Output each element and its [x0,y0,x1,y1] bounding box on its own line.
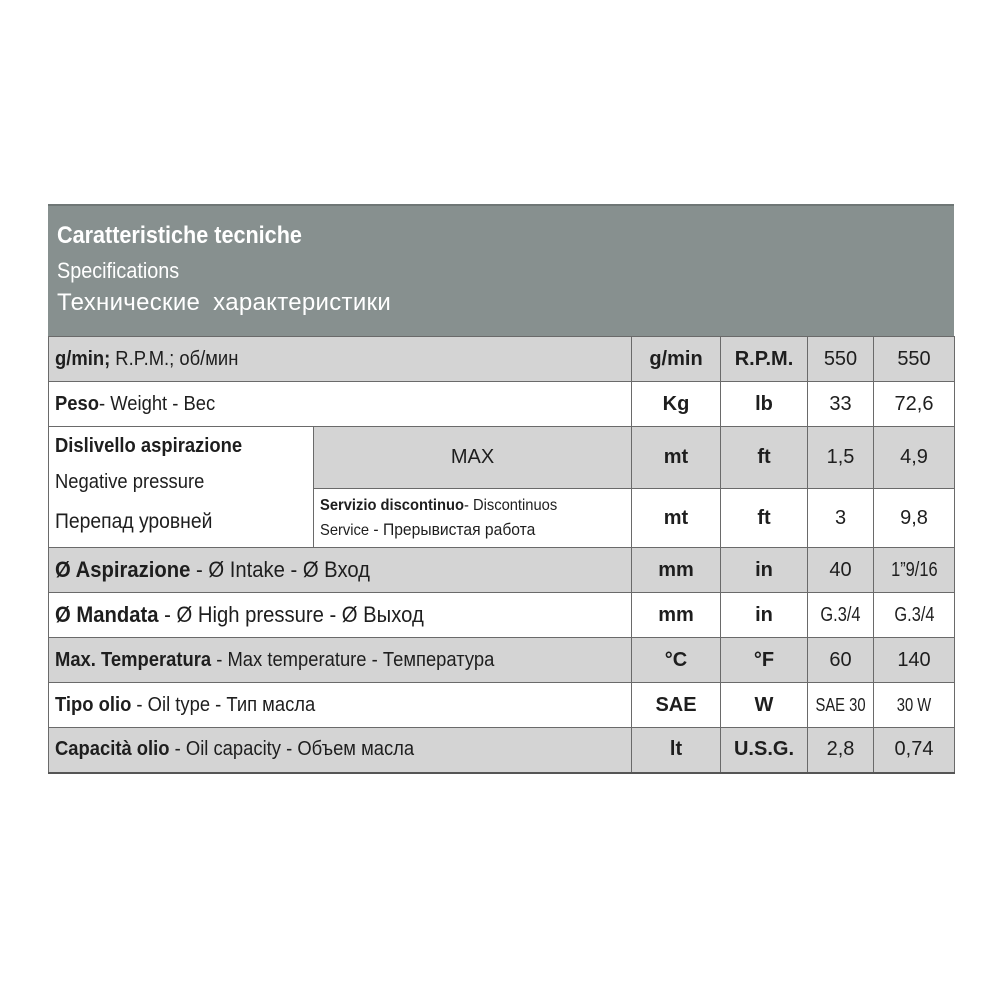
suction-max-value-metric: 1,5 [808,427,874,489]
table-row-oil-capacity [49,728,955,773]
oil-capacity-unit-imperial: U.S.G. [721,728,808,773]
rpm-unit-metric: g/min [632,337,721,382]
weight-value-metric: 33 [808,382,874,427]
table-row-temperature [49,638,955,683]
discontinuous-label-en-2: Service [320,521,370,539]
outlet-label [49,593,632,638]
outlet-label-bold: Ø Mandata [55,602,159,627]
suction-label-italian: Dislivello aspirazione [55,435,243,457]
suction-label [49,427,314,548]
intake-value-metric: 40 [808,548,874,593]
table-row-suction-max [49,427,955,489]
intake-unit-imperial: in [721,548,808,593]
discontinuous-label-bold: Servizio discontinuo [320,496,464,514]
outlet-label-ru: Выход [363,602,424,627]
table-row-outlet [49,593,955,638]
intake-unit-metric: mm [632,548,721,593]
oil-type-value-imperial [874,683,955,728]
suction-max-value-imperial: 4,9 [874,427,955,489]
rpm-unit-imperial: R.P.M. [721,337,808,382]
outlet-value-imperial [874,593,955,638]
suction-max-unit-imperial: ft [721,427,808,489]
rpm-label-rest: R.P.M.; об/мин [110,347,239,370]
outlet-value-imperial-text: G.3/4 [893,603,935,626]
weight-label-rest: - Weight - Вес [98,392,216,415]
rpm-label [49,337,632,382]
weight-unit-metric: Kg [632,382,721,427]
rpm-value-imperial: 550 [874,337,955,382]
oil-type-label [49,683,632,728]
oil-type-label-rest: - Oil type - Тип масла [131,693,316,716]
temperature-value-imperial: 140 [874,638,955,683]
suction-disc-value-metric: 3 [808,489,874,548]
outlet-unit-metric: mm [632,593,721,638]
suction-max-label: MAX [314,427,632,489]
rpm-value-metric: 550 [808,337,874,382]
discontinuous-label-en-1: - Discontinuos [463,496,558,514]
intake-value-imperial [874,548,955,593]
suction-disc-unit-metric: mt [632,489,721,548]
oil-capacity-label [49,728,632,773]
title-italian: Caratteristiche tecniche [57,222,302,249]
outlet-value-metric [808,593,874,638]
temperature-value-metric: 60 [808,638,874,683]
intake-label [49,548,632,593]
oil-type-unit-metric: SAE [632,683,721,728]
discontinuous-label-ru: - Прерывистая работа [369,519,536,539]
oil-capacity-label-rest: - Oil capacity - Объем масла [169,738,415,761]
oil-capacity-label-bold: Capacità olio [55,738,170,761]
weight-unit-imperial: lb [721,382,808,427]
intake-label-rest: - Ø Intake - Ø [190,557,325,582]
table-row-intake [49,548,955,593]
outlet-value-metric-text: G.3/4 [820,603,861,626]
oil-type-unit-imperial: W [721,683,808,728]
title-english: Specifications [57,258,180,283]
weight-value-imperial: 72,6 [874,382,955,427]
table-row-oil-type [49,683,955,728]
weight-label [49,382,632,427]
temperature-label-rest: - Max temperature - Температура [211,648,495,671]
outlet-unit-imperial: in [721,593,808,638]
temperature-unit-metric: °C [632,638,721,683]
suction-label-english: Negative pressure [55,471,205,493]
oil-type-label-bold: Tipo olio [55,693,132,716]
suction-label-russian: Перепад уровней [55,510,213,533]
suction-disc-unit-imperial: ft [721,489,808,548]
weight-label-bold: Peso [55,392,99,415]
outlet-label-rest: - Ø High pressure - Ø [158,602,364,627]
oil-type-value-metric-text: SAE 30 [815,694,866,715]
oil-capacity-value-metric: 2,8 [808,728,874,773]
suction-disc-value-imperial: 9,8 [874,489,955,548]
table-row-rpm [49,337,955,382]
title-russian: Технические характеристики [57,289,392,316]
table-row-weight [49,382,955,427]
oil-type-value-metric [808,683,874,728]
temperature-label-bold: Max. Temperatura [55,648,212,671]
oil-capacity-value-imperial: 0,74 [874,728,955,773]
specifications-card [48,204,954,774]
intake-value-imperial-text: 1”9/16 [890,558,938,581]
oil-capacity-unit-metric: lt [632,728,721,773]
specifications-table [48,336,955,774]
rpm-label-bold: g/min; [55,347,111,370]
intake-label-bold: Ø Aspirazione [55,557,191,582]
specifications-header [48,204,954,336]
intake-label-ru: Вход [324,557,370,582]
temperature-label [49,638,632,683]
temperature-unit-imperial: °F [721,638,808,683]
suction-max-unit-metric: mt [632,427,721,489]
oil-type-value-imperial-text: 30 W [896,694,932,715]
suction-discontinuous-label [314,489,632,548]
